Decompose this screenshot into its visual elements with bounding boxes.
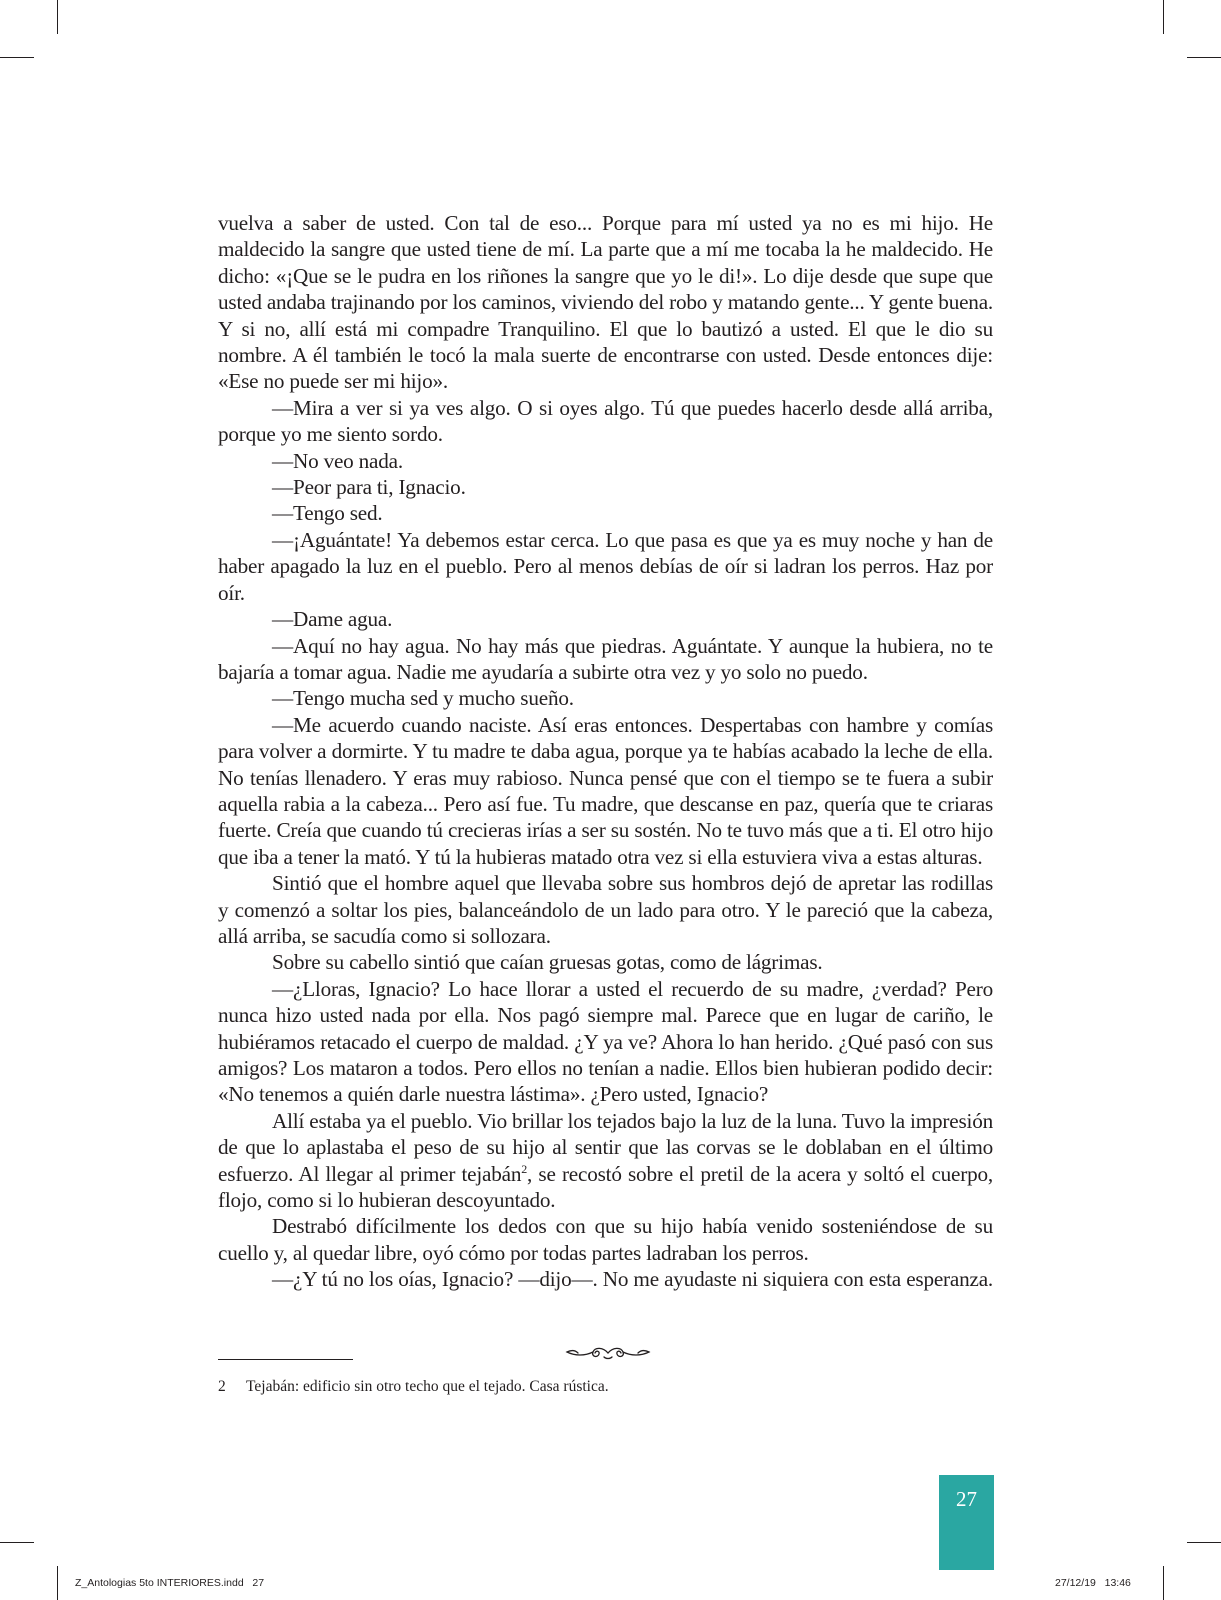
scroll-flourish-icon (563, 1344, 653, 1362)
paragraph: —Peor para ti, Ignacio. (272, 475, 466, 500)
paragraph: —No veo nada. (272, 448, 403, 473)
paragraph: —¿Y tú no los oías, Ignacio? —dijo—. No me ayudaste ni siquiera con esta esperanza. (272, 1267, 993, 1292)
crop-mark-top-right-h (1187, 57, 1221, 58)
paragraph: —Tengo mucha sed y mucho sueño. (272, 686, 574, 711)
footnote-number: 2 (218, 1378, 226, 1395)
slug-filename: Z_Antologias 5to INTERIORES.indd 27 (75, 1577, 265, 1589)
crop-mark-bottom-left (57, 1566, 58, 1600)
footnote-rule (218, 1359, 353, 1360)
paragraph: —¿Lloras, Ignacio? Lo hace llorar a usted el recuerdo de su madre, ¿verdad? Pero nunca hizo usted nada por ella. Nos pagó siempre mal. Parece que en lugar de cariño, le hubiéramos retacado el cuerpo de maldad. ¿Y ya ve? Ahora lo han herido. ¿Qué pasó con sus amigos? Los mataron a todos. Pero ellos no tenían a nadie. Ellos bien hubieran podido decir: «No tenemos a quién darle nuestra lástima». ¿Pero usted, Ignacio? (218, 976, 993, 1107)
slug-timestamp: 27/12/19 13:46 (1055, 1577, 1131, 1589)
paragraph: —¡Aguántate! Ya debemos estar cerca. Lo que pasa es que ya es muy noche y han de haber apagado la luz en el pueblo. Pero al menos debías de oír si ladran los perros. Haz por oír. (218, 527, 993, 605)
crop-mark-top-left (57, 0, 58, 34)
footnote-text: Tejabán: edificio sin otro techo que el tejado. Casa rústica. (246, 1378, 609, 1395)
footnote-reference: 2 (521, 1161, 528, 1176)
crop-mark-bottom-right (1163, 1566, 1164, 1600)
body-text (218, 210, 993, 1293)
crop-mark-top-left-h (0, 57, 34, 58)
paragraph: —Aquí no hay agua. No hay más que piedras. Aguántate. Y aunque la hubiera, no te bajaría a tomar agua. Nadie me ayudaría a subirte otra vez y yo solo no puedo. (218, 633, 993, 684)
paragraph: vuelva a saber de usted. Con tal de eso... Porque para mí usted ya no es mi hijo. He maldecido la sangre que usted tiene de mí. La parte que a mí me tocaba la he maldecido. He dicho: «¡Que se le pudra en los riñones la sangre que yo le di!». Lo dije desde que supe que usted andaba trajinando por los caminos, viviendo del robo y matando gente... Y gente buena. Y si no, allí está mi compadre Tranquilino. El que lo bautizó a usted. El que le dio su nombre. A él también le tocó la mala suerte de encontrarse con usted. Desde entonces dije: «Ese no puede ser mi hijo». (218, 211, 993, 394)
paragraph: —Mira a ver si ya ves algo. O si oyes algo. Tú que puedes hacerlo desde allá arriba, porque yo me siento sordo. (218, 395, 993, 447)
paragraph: —Me acuerdo cuando naciste. Así eras entonces. Despertabas con hambre y comías para volver a dormirte. Y tu madre te daba agua, porque ya te habías acabado la leche de ella. No tenías llenadero. Y eras muy rabioso. Nunca pensé que con el tiempo se te fuera a subir aquella rabia a la cabeza... Pero así fue. Tu madre, que descanse en paz, quería que te criaras fuerte. Creía que cuando tú crecieras irías a ser su sostén. No te tuvo más que a ti. El otro hijo que iba a tener la mató. Y tú la hubieras matado otra vez si ella estuviera viva a estas alturas. (218, 712, 993, 869)
page-number-tab (939, 1475, 994, 1570)
paragraph: Sobre su cabello sintió que caían gruesas gotas, como de lágrimas. (272, 950, 823, 975)
crop-mark-bottom-left-h (0, 1542, 34, 1543)
paragraph: —Dame agua. (272, 607, 393, 632)
paragraph: Destrabó difícilmente los dedos con que su hijo había venido sosteniéndose de su cuello y, al quedar libre, oyó cómo por todas partes ladraban los perros. (218, 1214, 993, 1265)
paragraph-text: , se recostó sobre el pretil de la acera y soltó el cuerpo, flojo, como si lo hubieran descoyuntado. (218, 1161, 993, 1213)
paragraph (218, 1108, 993, 1214)
paragraph: Sintió que el hombre aquel que llevaba sobre sus hombros dejó de apretar las rodillas y comenzó a soltar los pies, balanceándolo de un lado para otro. Y le pareció que la cabeza, allá arriba, se sacudía como si sollozara. (218, 871, 993, 948)
page-number: 27 (956, 1487, 977, 1511)
crop-mark-top-right (1163, 0, 1164, 34)
paragraph-text: Allí estaba ya el pueblo. Vio brillar los tejados bajo la luz de la luna. Tuvo la impresión de que lo aplastaba el peso de su hijo al sentir que las corvas se le doblaban en el último esfuerzo. Al llegar al primer tejabán (218, 1108, 993, 1186)
footnote (218, 1378, 609, 1396)
paragraph: —Tengo sed. (272, 501, 383, 526)
crop-mark-bottom-right-h (1187, 1542, 1221, 1543)
